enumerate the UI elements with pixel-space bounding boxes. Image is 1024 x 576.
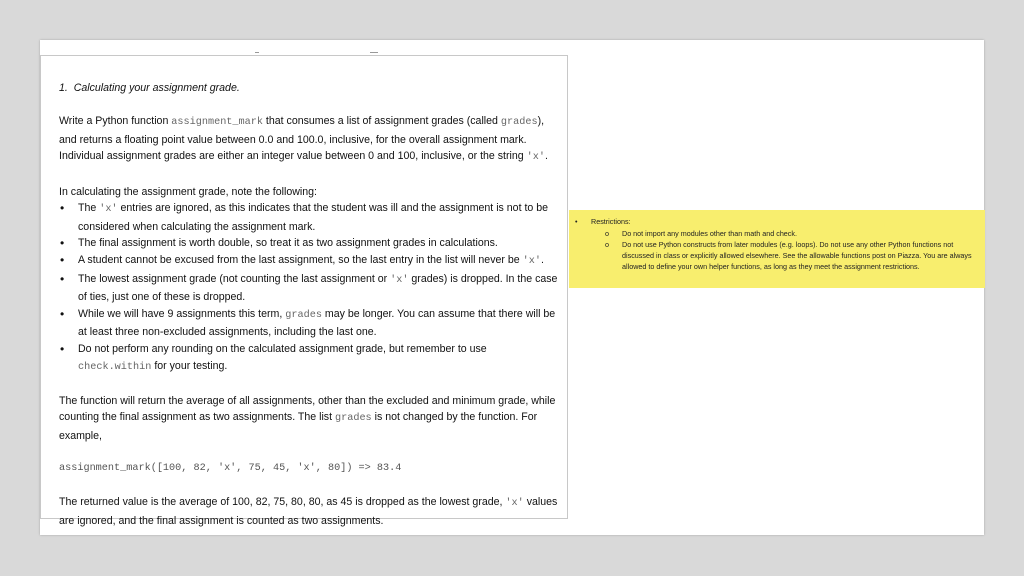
list-item: o Do not import any modules other than math and check. [605, 228, 977, 239]
note-intro: In calculating the assignment grade, note the following: [59, 185, 317, 198]
bullet-icon: • [575, 217, 578, 226]
list-item: • Do not perform any rounding on the calculated assignment grade, but remember to use check.within for your testing. [59, 341, 559, 376]
list-item: o Do not use Python constructs from later modules (e.g. loops). Do not use any other Python functions not discussed in class or explicitly allowed elsewhere. See the allowable functions post on Piazza. You are always allowed to define your own helper functions, as long as they meet the assignment restrictions. [605, 239, 977, 272]
function-name-code: assignment_mark [171, 117, 263, 129]
list-item: • The 'x' entries are ignored, as this indicates that the student was ill and the assignment is not to be considered when calculating the assignment mark. [59, 200, 559, 235]
list-item: • The lowest assignment grade (not counting the last assignment or 'x' grades) is dropped. In the case of ties, just one of these is dropped. [59, 271, 559, 306]
restrictions-title: Restrictions: [591, 217, 631, 226]
intro-paragraph: Write a Python function assignment_mark that consumes a list of assignment grades (called grades), and returns a floating point value between 0.0 and 100.0, inclusive, for the overall assignment mark. Individual assignment grades are either an integer value between 0 and 100, inclusive, or the string 'x'. [59, 115, 548, 164]
list-item: • The final assignment is worth double, so treat it as two assignment grades in calculations. [59, 235, 559, 252]
restrictions-list [605, 228, 977, 272]
list-item: • While we will have 9 assignments this term, grades may be longer. You can assume that there will be at least three non-excluded assignments, including the last one. [59, 306, 559, 341]
example-code: assignment_mark([100, 82, 'x', 75, 45, 'x', 80]) => 83.4 [59, 463, 402, 475]
question-content [59, 80, 559, 529]
x-code: 'x' [526, 152, 545, 164]
list-item: • A student cannot be excused from the last assignment, so the last entry in the list will never be 'x'. [59, 252, 559, 271]
ruler-mark [370, 52, 378, 53]
notes-list [59, 200, 559, 376]
grades-code: grades [500, 117, 538, 129]
restrictions-comment[interactable] [569, 210, 985, 288]
conclusion-paragraph: The returned value is the average of 100, 82, 75, 80, 80, as 45 is dropped as the lowest grade, 'x' values are ignored, and the final assignment is counted as two assignments. [59, 496, 558, 527]
question-heading: 1. Calculating your assignment grade. [59, 82, 240, 94]
document-page [40, 40, 984, 535]
question-textbox[interactable] [40, 55, 568, 527]
ruler-mark [255, 52, 259, 53]
summary-paragraph: The function will return the average of all assignments, other than the excluded and minimum grade, while counting the final assignment as two assignments. The list grades is not changed by the function. For example, [59, 394, 556, 442]
